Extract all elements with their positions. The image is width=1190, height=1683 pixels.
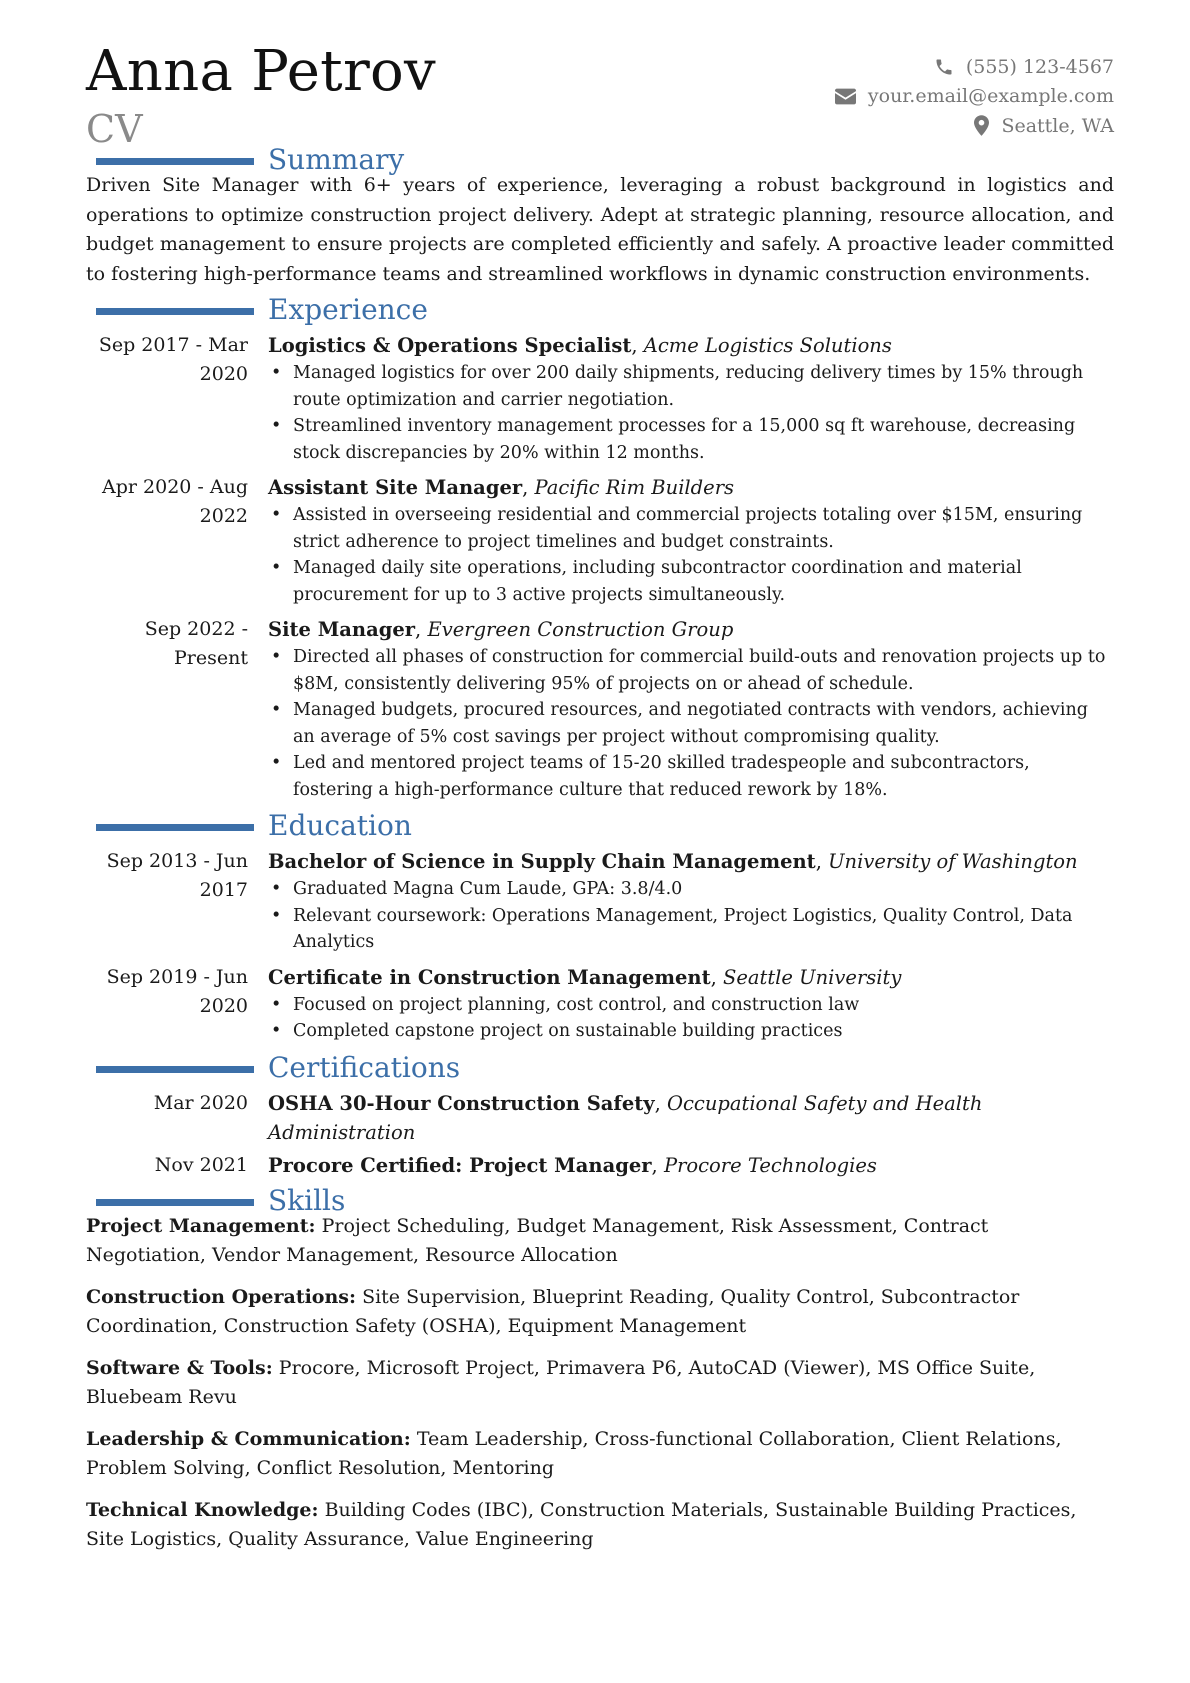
certifications-list (86, 1089, 1114, 1180)
skill-group (86, 1283, 1114, 1341)
location-text: Seattle, WA (1001, 114, 1114, 137)
bullet-item: • Directed all phases of construction for commercial build-outs and renovation projects up to $8M, consistently delivering 95% of projects on or ahead of schedule. (268, 644, 1114, 697)
entry-title: Site Manager (268, 618, 416, 641)
email-text: your.email@example.com (867, 85, 1114, 108)
education-list (86, 847, 1114, 1045)
section-accent-bar (96, 824, 254, 831)
experience-section-header (86, 293, 1114, 327)
skill-category: Technical Knowledge: (86, 1498, 319, 1521)
section-accent-bar (96, 308, 254, 315)
skills-list (86, 1212, 1114, 1554)
section-title-education: Education (268, 809, 412, 842)
phone-icon (934, 57, 954, 77)
skill-items: Procore, Microsoft Project, Primavera P6, AutoCAD (Viewer), MS Office Suite, Bluebeam Revu (86, 1356, 1036, 1408)
entry-date: Sep 2022 - Present (144, 618, 248, 669)
entry-title: OSHA 30-Hour Construction Safety (268, 1091, 655, 1115)
entry-heading: Bachelor of Science in Supply Chain Management, University of Washington (268, 850, 1078, 873)
document-subtitle: CV (86, 107, 143, 151)
summary-section-header (86, 143, 1114, 177)
education-entry (86, 847, 1114, 956)
bullet-item: • Streamlined inventory management processes for a 15,000 sq ft warehouse, decreasing stock discrepancies by 20% within 12 months. (268, 413, 1114, 466)
entry-date: Nov 2021 (154, 1153, 248, 1176)
entry-title: Logistics & Operations Specialist (268, 334, 632, 357)
entry-title: Bachelor of Science in Supply Chain Management (268, 850, 816, 873)
entry-heading: Site Manager, Evergreen Construction Group (268, 618, 734, 641)
entry-organization: Seattle University (722, 965, 902, 989)
section-title-experience: Experience (268, 293, 428, 326)
skill-items: Site Supervision, Blueprint Reading, Quality Control, Subcontractor Coordination, Construction Safety (OSHA), Equipment Management (86, 1285, 1020, 1337)
section-accent-bar (96, 1066, 254, 1073)
entry-heading: Assistant Site Manager, Pacific Rim Builders (268, 476, 735, 499)
education-section-header (86, 809, 1114, 843)
certification-entry (86, 1151, 1114, 1180)
section-title-skills: Skills (268, 1183, 346, 1217)
skill-group (86, 1496, 1114, 1554)
entry-heading: OSHA 30-Hour Construction Safety, Occupational Safety and Health Administration (268, 1091, 983, 1144)
entry-date: Mar 2020 (153, 1091, 248, 1114)
phone-text: (555) 123-4567 (965, 55, 1114, 78)
bullet-item: • Completed capstone project on sustainable building practices (268, 1018, 1114, 1045)
skill-group (86, 1354, 1114, 1412)
contact-info (835, 52, 1114, 141)
bullet-item: • Managed daily site operations, including subcontractor coordination and material procurement for up to 3 active projects simultaneously. (268, 555, 1114, 608)
certifications-section-header (86, 1051, 1114, 1085)
entry-bullets (268, 876, 1114, 956)
bullet-item: • Assisted in overseeing residential and commercial projects totaling over $15M, ensuring strict adherence to project timelines and budget constraints. (268, 502, 1114, 555)
education-entry (86, 963, 1114, 1045)
experience-entry (86, 331, 1114, 466)
bullet-item: • Graduated Magna Cum Laude, GPA: 3.8/4.0 (268, 876, 1114, 903)
skill-category: Software & Tools: (86, 1356, 273, 1379)
summary-text: Driven Site Manager with 6+ years of experience, leveraging a robust background in logistics and operations to optimize construction project delivery. Adept at strategic planning, resource allocation, and budget management to ensure projects are completed efficiently and safely. A proactive leader committed to fostering high-performance teams and streamlined workflows in dynamic construction environments. (86, 174, 1114, 285)
entry-organization: Pacific Rim Builders (534, 476, 735, 499)
entry-organization: University of Washington (828, 850, 1078, 873)
contact-email[interactable] (835, 82, 1114, 112)
entry-title: Procore Certified: Project Manager (268, 1153, 652, 1177)
map-pin-icon (974, 115, 989, 136)
bullet-item: • Managed budgets, procured resources, and negotiated contracts with vendors, achieving an average of 5% cost savings per project without compromising quality. (268, 697, 1114, 750)
entry-title: Assistant Site Manager (268, 476, 523, 499)
entry-bullets (268, 360, 1114, 466)
envelope-icon (835, 88, 856, 105)
entry-title: Certificate in Construction Management (268, 965, 711, 989)
bullet-item: • Relevant coursework: Operations Management, Project Logistics, Quality Control, Data Analytics (268, 903, 1114, 956)
skill-category: Construction Operations: (86, 1285, 357, 1308)
entry-bullets (268, 502, 1114, 608)
entry-heading: Procore Certified: Project Manager, Procore Technologies (268, 1153, 877, 1177)
entry-organization: Acme Logistics Solutions (643, 334, 892, 357)
entry-heading: Logistics & Operations Specialist, Acme Logistics Solutions (268, 334, 892, 357)
entry-bullets (268, 992, 1114, 1045)
entry-heading: Certificate in Construction Management, Seattle University (268, 965, 902, 989)
bullet-item: • Led and mentored project teams of 15-20 skilled tradespeople and subcontractors, fostering a high-performance culture that reduced rework by 18%. (268, 750, 1114, 803)
skill-category: Project Management: (86, 1214, 316, 1237)
section-accent-bar (96, 158, 254, 165)
candidate-name: Anna Petrov (86, 39, 436, 104)
experience-entry (86, 615, 1114, 803)
entry-date: Sep 2019 - Jun 2020 (106, 965, 248, 1017)
skill-category: Leadership & Communication: (86, 1427, 411, 1450)
skill-items: Team Leadership, Cross-functional Collaboration, Client Relations, Problem Solving, Conflict Resolution, Mentoring (86, 1427, 1062, 1479)
entry-date: Apr 2020 - Aug 2022 (102, 476, 248, 527)
resume-header (86, 0, 1114, 155)
entry-date: Sep 2017 - Mar 2020 (98, 334, 248, 385)
bullet-item: • Focused on project planning, cost control, and construction law (268, 992, 1114, 1019)
skill-items: Project Scheduling, Budget Management, Risk Assessment, Contract Negotiation, Vendor Management, Resource Allocation (86, 1214, 989, 1266)
section-title-certifications: Certifications (268, 1050, 461, 1084)
entry-organization: Occupational Safety and Health Administration (268, 1091, 983, 1144)
skill-group (86, 1425, 1114, 1483)
entry-organization: Evergreen Construction Group (427, 618, 734, 641)
entry-organization: Procore Technologies (663, 1153, 877, 1177)
section-accent-bar (96, 1199, 254, 1206)
resume-page (86, 0, 1114, 1567)
bullet-item: • Managed logistics for over 200 daily shipments, reducing delivery times by 15% through route optimization and carrier negotiation. (268, 360, 1114, 413)
contact-phone[interactable] (835, 52, 1114, 82)
entry-bullets (268, 644, 1114, 803)
skills-section-header (86, 1184, 1114, 1218)
skill-group (86, 1212, 1114, 1270)
skill-items: Building Codes (IBC), Construction Materials, Sustainable Building Practices, Site Logistics, Quality Assurance, Value Engineering (86, 1498, 1077, 1550)
section-title-summary: Summary (268, 143, 405, 176)
experience-entry (86, 473, 1114, 608)
entry-date: Sep 2013 - Jun 2017 (106, 850, 248, 901)
experience-list (86, 331, 1114, 803)
contact-location (835, 111, 1114, 141)
certification-entry (86, 1089, 1114, 1147)
